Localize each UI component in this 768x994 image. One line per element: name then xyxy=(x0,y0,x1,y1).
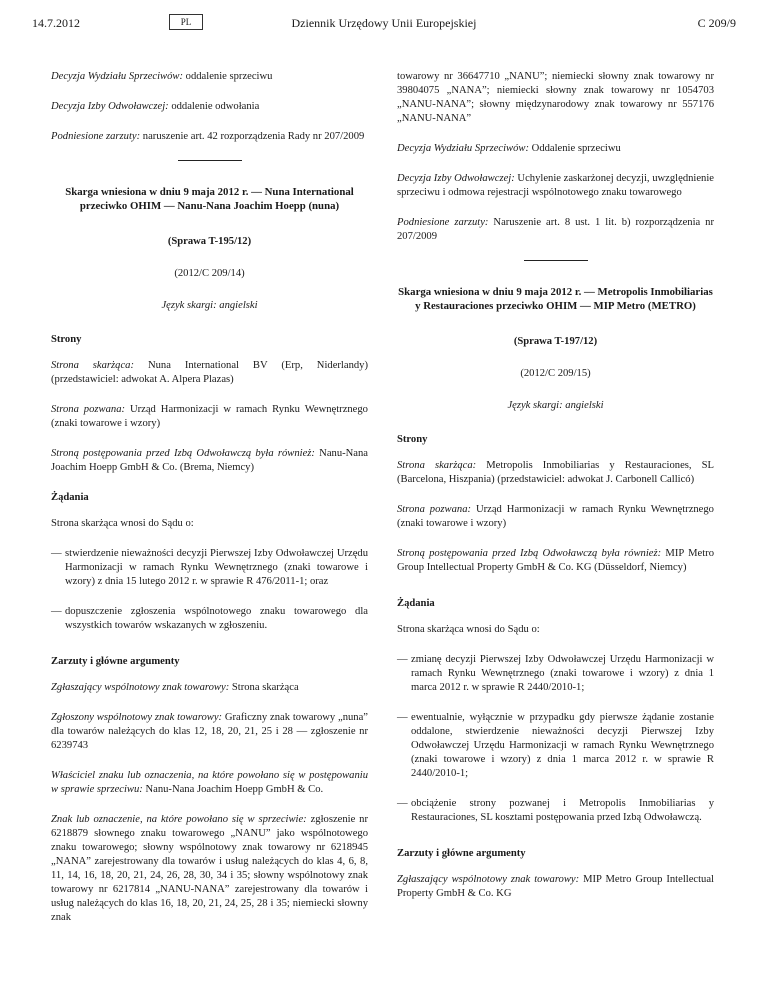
field-value: angielski xyxy=(562,400,604,411)
field-value: Uchylenie zaskarżonej decyzji, uwzględnienie sprzeciwu i odmowa rejestracji wspólnotowego znaku towarowego xyxy=(397,173,714,198)
header-date: 14.7.2012 xyxy=(32,16,80,30)
paragraph xyxy=(51,403,368,431)
case-title: Skarga wniesiona w dniu 9 maja 2012 r. — Metropolis Inmobiliarias y Restauraciones przeciwko OHIM — MIP Metro (METRO) xyxy=(398,286,713,312)
field-label: Stroną postępowania przed Izbą Odwoławczą była również: xyxy=(397,548,662,559)
paragraph xyxy=(51,681,368,695)
publication-number: (2012/C 209/14) xyxy=(174,268,245,279)
paragraph xyxy=(397,216,714,244)
field-value: Urząd Harmonizacji w ramach Rynku Wewnętrznego (znaki towarowe i wzory) xyxy=(397,504,714,529)
field-value: Graficzny znak towarowy „nuna” dla towarów należących do klas 12, 18, 20, 21, 25 i 28 — zgłoszenie nr 6239743 xyxy=(51,712,368,751)
paragraph: towarowy nr 36647710 „NANU”; niemiecki słowny znak towarowy nr 39804075 „NANA”; niemiecki słowny znak towarowy nr 1054703 „NANU-NANA”; słowny międzynarodowy znak towarowy nr 557176 „NANU-NANA” xyxy=(397,71,714,124)
paragraph xyxy=(51,359,368,387)
field-value: Nuna International BV (Erp, Niderlandy) (przedstawiciel: adwokat A. Alpera Plazas) xyxy=(51,360,368,385)
field-label: Właściciel znaku lub oznaczenia, na które powołano się w postępowaniu w sprawie sprzeciwu: xyxy=(51,770,368,795)
paragraph xyxy=(397,142,714,156)
list-item: — zmianę decyzji Pierwszej Izby Odwoławczej Urzędu Harmonizacji w ramach Rynku Wewnętrznego (znaki towarowe i wzory) z dnia 1 marca 2012 r. w sprawie R 2440/2010-1; xyxy=(397,654,714,693)
paragraph xyxy=(51,813,368,925)
list-item: — obciążenie strony pozwanej i Metropolis Inmobiliarias y Restauraciones, SL kosztami postępowania przed Izbą Odwoławczą. xyxy=(397,798,714,823)
paragraph xyxy=(51,100,368,114)
header-language-badge: PL xyxy=(169,14,203,30)
field-value: Nanu-Nana Joachim Hoepp GmbH & Co. xyxy=(142,784,324,795)
case-language xyxy=(51,299,368,313)
paragraph: Strona skarżąca wnosi do Sądu o: xyxy=(51,518,194,529)
field-value: angielski xyxy=(216,300,258,311)
list-item-text: zmianę decyzji Pierwszej Izby Odwoławczej Urzędu Harmonizacji w ramach Rynku Wewnętrznego (znaki towarowe i wzory) z dnia 1 marca 2012 r. w sprawie R 2440/2010-1; xyxy=(411,654,714,693)
paragraph xyxy=(397,172,714,200)
field-value: Strona skarżąca xyxy=(229,682,299,693)
section-heading: Strony xyxy=(51,334,82,345)
case-language xyxy=(397,399,714,413)
paragraph xyxy=(51,769,368,797)
page-header xyxy=(32,12,736,34)
field-label: Strona pozwana: xyxy=(397,504,472,515)
list-item: — dopuszczenie zgłoszenia wspólnotowego znaku towarowego dla wszystkich towarów wskazanych w zgłoszeniu. xyxy=(51,606,368,631)
field-label: Strona skarżąca: xyxy=(397,460,477,471)
left-column xyxy=(51,70,368,941)
field-value: Naruszenie art. 8 ust. 1 lit. b) rozporządzenia nr 207/2009 xyxy=(397,217,714,242)
paragraph xyxy=(397,503,714,531)
section-heading: Strony xyxy=(397,434,428,445)
field-value: oddalenie sprzeciwu xyxy=(183,71,273,82)
publication-number: (2012/C 209/15) xyxy=(520,368,591,379)
field-label: Decyzja Wydziału Sprzeciwów: xyxy=(397,143,530,154)
list-item-text: ewentualnie, wyłącznie w przypadku gdy pierwsze żądanie zostanie oddalone, stwierdzenie nieważności decyzji Pierwszej Izby Odwoławczej Urzędu Harmonizacji w ramach Rynku Wewnętrznego (znaki towarowe i wzory) z dnia 1 marca 2012 r. w sprawie R 2440/2010-1; xyxy=(411,712,714,779)
header-reference: C 209/9 xyxy=(697,16,736,30)
case-number: (Sprawa T-195/12) xyxy=(167,236,252,247)
field-label: Zgłaszający wspólnotowy znak towarowy: xyxy=(51,682,230,693)
paragraph xyxy=(397,873,714,901)
section-heading: Żądania xyxy=(397,598,435,609)
field-label: Zgłoszony wspólnotowy znak towarowy: xyxy=(51,712,223,723)
paragraph xyxy=(51,447,368,475)
section-heading: Zarzuty i główne argumenty xyxy=(397,848,526,859)
field-label: Decyzja Wydziału Sprzeciwów: xyxy=(51,71,184,82)
field-label: Stroną postępowania przed Izbą Odwoławczą była również: xyxy=(51,448,315,459)
field-value: Nanu-Nana Joachim Hoepp GmbH & Co. (Brema, Niemcy) xyxy=(51,448,368,473)
field-label: Decyzja Izby Odwoławczej: xyxy=(397,173,515,184)
field-value: MIP Metro Group Intellectual Property GmbH & Co. KG (Düsseldorf, Niemcy) xyxy=(397,548,714,573)
field-value: naruszenie art. 42 rozporządzenia Rady nr 207/2009 xyxy=(140,131,365,142)
right-column xyxy=(397,70,714,917)
paragraph xyxy=(51,711,368,753)
field-value: oddalenie odwołania xyxy=(168,101,260,112)
list-item: — ewentualnie, wyłącznie w przypadku gdy pierwsze żądanie zostanie oddalone, stwierdzenie nieważności decyzji Pierwszej Izby Odwoławczej Urzędu Harmonizacji w ramach Rynku Wewnętrznego (znaki towarowe i wzory) z dnia 1 marca 2012 r. w sprawie R 2440/2010-1; xyxy=(397,712,714,779)
field-label: Strona pozwana: xyxy=(51,404,126,415)
field-label: Decyzja Izby Odwoławczej: xyxy=(51,101,169,112)
field-label: Zgłaszający wspólnotowy znak towarowy: xyxy=(397,874,580,885)
separator-rule xyxy=(524,260,588,261)
paragraph xyxy=(397,459,714,487)
field-value: MIP Metro Group Intellectual Property GmbH & Co. KG xyxy=(397,874,714,899)
paragraph xyxy=(51,70,368,84)
list-item-text: stwierdzenie nieważności decyzji Pierwszej Izby Odwoławczej Urzędu Harmonizacji w ramach Rynku Wewnętrznego (znaki towarowe i wzory) z dnia 15 lutego 2012 r. w sprawie R 476/2011-1; oraz xyxy=(65,548,368,587)
paragraph: Strona skarżąca wnosi do Sądu o: xyxy=(397,624,540,635)
field-value: Urząd Harmonizacji w ramach Rynku Wewnętrznego (znaki towarowe i wzory) xyxy=(51,404,368,429)
field-label: Język skargi: xyxy=(161,300,217,311)
field-value: zgłoszenie nr 6218879 słownego znaku towarowego „NANU” jako wspólnotowego znaku towarowego; słowny wspólnotowy znak towarowy nr 6218945 „NANA” zarejestrowany dla towarów i usług należących do klas 4, 6, 8, 11, 14, 16, 18, 20, 21, 24, 26, 28, 30, 34 i 35; słowny wspólnotowy znak towarowy nr 6217814 „NANU-NANA” zarejestrowany dla towarów i usług należących do klas 16, 18, 20, 21, 24, 25, 28 i 35; niemiecki słowny znak xyxy=(51,814,368,923)
field-value: Oddalenie sprzeciwu xyxy=(529,143,621,154)
field-label: Podniesione zarzuty: xyxy=(51,131,141,142)
header-journal-title: Dziennik Urzędowy Unii Europejskiej xyxy=(291,16,477,30)
field-label: Znak lub oznaczenie, na które powołano się w sprzeciwie: xyxy=(51,814,307,825)
case-number: (Sprawa T-197/12) xyxy=(513,336,598,347)
field-label: Język skargi: xyxy=(507,400,563,411)
separator-rule xyxy=(178,160,242,161)
list-item: — stwierdzenie nieważności decyzji Pierwszej Izby Odwoławczej Urzędu Harmonizacji w ramach Rynku Wewnętrznego (znaki towarowe i wzory) z dnia 15 lutego 2012 r. w sprawie R 476/2011-1; oraz xyxy=(51,548,368,587)
field-label: Podniesione zarzuty: xyxy=(397,217,489,228)
section-heading: Zarzuty i główne argumenty xyxy=(51,656,180,667)
list-item-text: dopuszczenie zgłoszenia wspólnotowego znaku towarowego dla wszystkich towarów wskazanych w zgłoszeniu. xyxy=(65,606,368,631)
field-label: Strona skarżąca: xyxy=(51,360,134,371)
paragraph xyxy=(397,547,714,575)
paragraph xyxy=(51,130,368,144)
case-title: Skarga wniesiona w dniu 9 maja 2012 r. — Nuna International przeciwko OHIM — Nanu-Nana Joachim Hoepp (nuna) xyxy=(65,186,354,212)
list-item-text: obciążenie strony pozwanej i Metropolis Inmobiliarias y Restauraciones, SL kosztami postępowania przed Izbą Odwoławczą. xyxy=(411,798,714,823)
section-heading: Żądania xyxy=(51,492,89,503)
field-value: Metropolis Inmobiliarias y Restauraciones, SL (Barcelona, Hiszpania) (przedstawiciel: adwokat J. Carbonell Callicó) xyxy=(397,460,714,485)
